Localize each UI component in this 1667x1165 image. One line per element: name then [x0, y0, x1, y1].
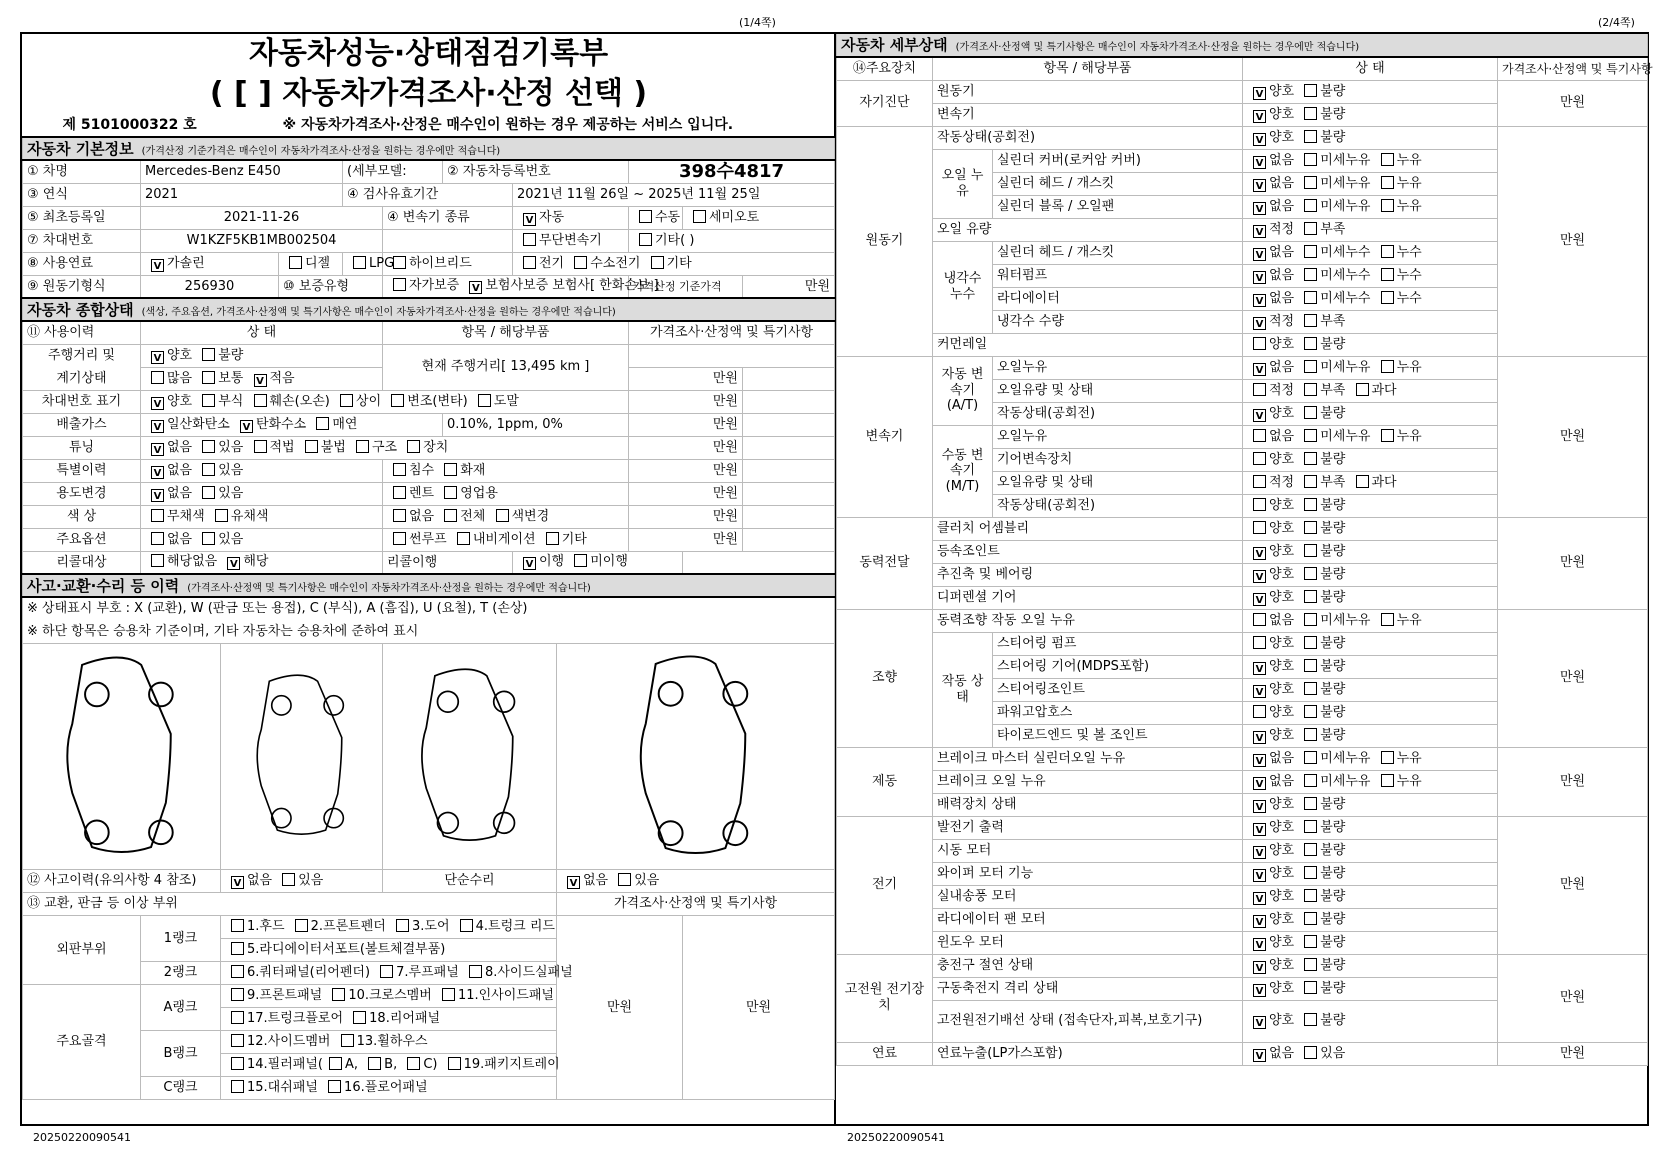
item: 파워고압호스 [993, 701, 1243, 724]
group-transmission: 변속기 [837, 356, 933, 517]
price-transmission: 만원 [1498, 356, 1648, 517]
sub-operating-state: 작동 상태 [933, 632, 993, 747]
label-year: ③ 연식 [23, 183, 141, 206]
engine-type: 256930 [141, 275, 279, 298]
options-items[interactable]: 썬루프 내비게이션 기타 [383, 528, 629, 551]
footer-left: 20250220090541 [33, 1131, 131, 1144]
label-mileage: 주행거리 및 [23, 344, 141, 367]
fuel-diesel[interactable]: 디젤 [279, 252, 343, 275]
diagram-top [221, 643, 383, 870]
left-table [22, 34, 835, 1100]
label-emission: 배출가스 [23, 413, 141, 436]
item: 구동축전지 격리 상태 [933, 977, 1243, 1000]
group-high-voltage: 고전원 전기장치 [837, 954, 933, 1042]
item: 스티어링 펌프 [993, 632, 1243, 655]
status[interactable]: 양호 불량 [1243, 632, 1498, 655]
label-options: 주요옵션 [23, 528, 141, 551]
group-self-diag: 자기진단 [837, 80, 933, 126]
trans-auto[interactable]: V 자동 [513, 206, 629, 229]
first-reg-date: 2021-11-26 [141, 206, 383, 229]
group-electric: 전기 [837, 816, 933, 954]
price-high-voltage: 만원 [1498, 954, 1648, 1042]
label-reg-number: ② 자동차등록번호 [443, 160, 629, 183]
price-fuel: 만원 [1498, 1042, 1648, 1065]
item: 냉각수 수량 [993, 310, 1243, 333]
parts-rank1-b[interactable]: 5.라디에이터서포트(볼트체결부품) [221, 939, 557, 962]
label-fuel: ⑧ 사용연료 [23, 252, 141, 275]
status[interactable]: 양호 불량 [1243, 494, 1498, 517]
unit: 만원 [629, 528, 743, 551]
item: 오일누유 [993, 356, 1243, 379]
use-change-status[interactable]: V 없음 있음 [141, 482, 383, 505]
options-status[interactable]: 없음 있음 [141, 528, 383, 551]
label-rank1: 1랭크 [141, 916, 221, 962]
cert-number: 제 5101000322 호 [62, 116, 197, 133]
status[interactable]: V 양호 불량 [1243, 839, 1498, 862]
mileage-price [629, 344, 835, 367]
item: 작동상태(공회전) [933, 126, 1243, 149]
item: 발전기 출력 [933, 816, 1243, 839]
page-number-left: (1/4쪽) [739, 16, 776, 29]
status[interactable]: V 적정 부족 [1243, 310, 1498, 333]
col-price: 가격조사·산정액 및 특기사항 [629, 321, 835, 344]
item: 동력조향 작동 오일 누유 [933, 609, 1243, 632]
footer-right: 20250220090541 [847, 1131, 945, 1144]
item: 충전구 절연 상태 [933, 954, 1243, 977]
label-inspection-validity: ④ 검사유효기간 [343, 183, 513, 206]
trans-semi[interactable]: 세미오토 [683, 206, 835, 229]
special-history-status[interactable]: V 없음 있음 [141, 459, 383, 482]
unit: 만원 [629, 505, 743, 528]
label-simple-repair: 단순수리 [383, 870, 557, 893]
label-warranty: ⑩ 보증유형 [279, 275, 383, 298]
emission-check[interactable]: V 일산화탄소 V 탄화수소 매연 [141, 413, 443, 436]
label-mileage-2: 계기상태 [23, 367, 141, 390]
symbol-note: ※ 상태표시 부호 : X (교환), W (판금 또는 용접), C (부식), A (흠집), U (요철), T (손상) [23, 597, 835, 620]
parts-rank2[interactable]: 6.쿼터패널(리어펜더) 7.루프패널 8.사이드실패널 [221, 962, 557, 985]
label-base-price: 가격산정 기준가격 [629, 275, 743, 298]
parts-rank-c[interactable]: 15.대쉬패널 16.플로어패널 [221, 1077, 557, 1100]
item: 시동 모터 [933, 839, 1243, 862]
parts-rank-a-2[interactable]: 17.트렁크플로어 18.리어패널 [221, 1008, 557, 1031]
section-basic-info: 자동차 기본정보 (가격산정 기준가격은 매수인이 자동차가격조사·산정을 원하는 경우에만 적습니다) [23, 137, 835, 160]
emission-values: 0.10%, 1ppm, 0% [443, 413, 629, 436]
fuel-electric-etc[interactable]: 전기 수소전기 기타 [513, 252, 835, 275]
right-page [836, 34, 1653, 1066]
unit: 만원 [629, 390, 743, 413]
status[interactable]: V 없음 미세누유 누유 [1243, 172, 1498, 195]
use-change-items[interactable]: 렌트 영업용 [383, 482, 629, 505]
status[interactable]: V 없음 미세누수 누수 [1243, 241, 1498, 264]
status[interactable]: V 양호 불량 [1243, 931, 1498, 954]
item: 스티어링조인트 [993, 678, 1243, 701]
col-status: 상 태 [141, 321, 383, 344]
status[interactable]: 양호 불량 [1243, 517, 1498, 540]
item: 실린더 블록 / 오일팬 [993, 195, 1243, 218]
current-mileage: 현재 주행거리[ 13,495 km ] [383, 344, 629, 390]
page-number-right: (2/4쪽) [1598, 16, 1635, 29]
parts-price-1: 만원 [557, 916, 683, 1100]
label-recall-done: 리콜이행 [383, 551, 513, 574]
col-item-part: 항목 / 해당부품 [933, 57, 1243, 80]
sub-manual-trans: 수동 변속기 (M/T) [933, 425, 993, 517]
status[interactable]: V 없음 미세누유 누유 [1243, 356, 1498, 379]
status[interactable]: 없음 미세누유 누유 [1243, 609, 1498, 632]
unit: 만원 [629, 413, 743, 436]
status[interactable]: 적정 부족 과다 [1243, 471, 1498, 494]
label-rank-a: A랭크 [141, 985, 221, 1031]
cert-notice: ※ 자동차가격조사·산정은 매수인이 원하는 경우 제공하는 서비스 입니다. [282, 116, 734, 133]
year: 2021 [141, 183, 343, 206]
price-self-diag: 만원 [1498, 80, 1648, 126]
item: 추진축 및 베어링 [933, 563, 1243, 586]
item: 작동상태(공회전) [993, 402, 1243, 425]
item: 오일유량 및 상태 [993, 379, 1243, 402]
label-parts-exchange: ⑬ 교환, 판금 등 이상 부위 [23, 893, 557, 916]
car-left-side-icon [23, 644, 220, 865]
special-history-items[interactable]: 침수 화재 [383, 459, 629, 482]
item: 오일 유량 [933, 218, 1243, 241]
label-use-change: 용도변경 [23, 482, 141, 505]
status[interactable]: 양호 불량 [1243, 701, 1498, 724]
status[interactable]: V 없음 미세누수 누수 [1243, 264, 1498, 287]
label-outer-panel: 외판부위 [23, 916, 141, 985]
item: 실린더 헤드 / 개스킷 [993, 241, 1243, 264]
status[interactable]: V 없음 미세누유 누유 [1243, 195, 1498, 218]
status[interactable]: V 양호 불량 [1243, 540, 1498, 563]
parts-price-2: 만원 [683, 916, 835, 1100]
car-top-icon [221, 644, 382, 865]
item: 등속조인트 [933, 540, 1243, 563]
right-table [836, 34, 1653, 1066]
status[interactable]: V 없음 미세누유 누유 [1243, 770, 1498, 793]
item: 연료누출(LP가스포함) [933, 1042, 1243, 1065]
parts-rank-a-1[interactable]: 9.프론트패널 10.크로스멤버 11.인사이드패널 [221, 985, 557, 1008]
status[interactable]: V 양호 불량 [1243, 816, 1498, 839]
item: 기어변속장치 [993, 448, 1243, 471]
parts-rank-b-1[interactable]: 12.사이드멤버 13.휠하우스 [221, 1031, 557, 1054]
status[interactable]: V 양호 불량 [1243, 885, 1498, 908]
left-page [22, 34, 834, 1100]
status[interactable]: V 양호 불량 [1243, 586, 1498, 609]
status[interactable]: V 양호 불량 [1243, 563, 1498, 586]
group-drivetrain: 동력전달 [837, 517, 933, 609]
status[interactable]: V 양호 불량 [1243, 724, 1498, 747]
label-special-history: 특별이력 [23, 459, 141, 482]
car-right-side-icon [557, 644, 834, 865]
empty [383, 229, 513, 252]
status[interactable]: V 양호 불량 [1243, 793, 1498, 816]
item: 스티어링 기어(MDPS포함) [993, 655, 1243, 678]
col-status: 상 태 [1243, 57, 1498, 80]
label-engine-type: ⑨ 원동기형식 [23, 275, 141, 298]
car-name: Mercedes-Benz E450 [141, 160, 343, 183]
trans-cvt[interactable]: 무단변속기 [513, 229, 629, 252]
item: 타이로드엔드 및 볼 조인트 [993, 724, 1243, 747]
recall-done-status[interactable]: V 이행 미이행 [513, 551, 683, 574]
parts-rank-b-2[interactable]: 14.필러패널( A, B, C) 19.패키지트레이 [221, 1054, 557, 1077]
form-title: 자동차성능·상태점검기록부 [248, 36, 609, 71]
label-color: 색 상 [23, 505, 141, 528]
passenger-note: ※ 하단 항목은 승용차 기준이며, 기타 자동차는 승용차에 준하여 표시 [23, 620, 835, 643]
section-detail: 자동차 세부상태 (가격조사·산정액 및 특기사항은 매수인이 자동차가격조사·산정을 원하는 경우에만 적습니다) [837, 34, 1648, 57]
status[interactable]: V 양호 불량 [1243, 954, 1498, 977]
group-steering: 조향 [837, 609, 933, 747]
fuel-hybrid[interactable]: 하이브리드 [383, 252, 513, 275]
reg-number: 398수4817 [629, 160, 835, 183]
col-item: 항목 / 해당부품 [383, 321, 629, 344]
label-parts-price: 가격조사·산정액 및 특기사항 [557, 893, 835, 916]
trans-manual[interactable]: 수동 [629, 206, 683, 229]
vin: W1KZF5KB1MB002504 [141, 229, 383, 252]
vin-mark-status[interactable]: V 양호 부식 훼손(오손) 상이 변조(변타) 도말 [141, 390, 629, 413]
sub-auto-trans: 자동 변속기 (A/T) [933, 356, 993, 425]
status[interactable]: 없음 미세누유 누유 [1243, 425, 1498, 448]
unit: 만원 [629, 367, 743, 390]
item: 오일누유 [993, 425, 1243, 448]
item: 고전원전기배선 상태 (접속단자,피복,보호기구) [933, 1000, 1243, 1042]
label-rank-b: B랭크 [141, 1031, 221, 1077]
item: 와이퍼 모터 기능 [933, 862, 1243, 885]
label-vin-mark: 차대번호 표기 [23, 390, 141, 413]
warranty-type[interactable]: 자가보증 V 보험사보증 보험사[ 한화손보 ] [383, 275, 629, 298]
status[interactable]: V 양호 불량 [1243, 402, 1498, 425]
status[interactable]: V 양호 불량 [1243, 103, 1498, 126]
status[interactable]: V 양호 불량 [1243, 80, 1498, 103]
item: 원동기 [933, 80, 1243, 103]
fuel-lpg[interactable]: LPG [343, 252, 383, 275]
label-rank2: 2랭크 [141, 962, 221, 985]
status[interactable]: V 없음 미세누수 누수 [1243, 287, 1498, 310]
status[interactable]: V 양호 불량 [1243, 126, 1498, 149]
item: 배력장치 상태 [933, 793, 1243, 816]
diagram-left-side [23, 643, 221, 870]
trans-other[interactable]: 기타( ) [629, 229, 835, 252]
label-transmission: ④ 변속기 종류 [383, 206, 513, 229]
mileage-status[interactable]: V 양호 불량 [141, 344, 383, 367]
item: 디퍼렌셜 기어 [933, 586, 1243, 609]
label-recall: 리콜대상 [23, 551, 141, 574]
sub-coolant-leak: 냉각수 누수 [933, 241, 993, 333]
status[interactable]: 양호 불량 [1243, 333, 1498, 356]
item: 라디에이터 팬 모터 [933, 908, 1243, 931]
status[interactable]: V 양호 불량 [1243, 1000, 1498, 1042]
item: 실내송풍 모터 [933, 885, 1243, 908]
item: 오일유량 및 상태 [993, 471, 1243, 494]
form-subtitle: ( [ ] 자동차가격조사·산정 선택 ) [209, 76, 648, 111]
accident-status[interactable]: V 없음 있음 [221, 870, 383, 893]
diagram-right-side [557, 643, 835, 870]
col-price: 가격조사·산정액 및 특기사항 [1498, 57, 1648, 80]
unit: 만원 [629, 459, 743, 482]
inspection-validity: 2021년 11월 26일 ~ 2025년 11월 25일 [513, 183, 835, 206]
section-overall: 자동차 종합상태 (색상, 주요옵션, 가격조사·산정액 및 특기사항은 매수인이 자동차가격조사·산정을 원하는 경우에만 적습니다) [23, 298, 835, 321]
base-price-unit: 만원 [743, 275, 835, 298]
item: 변속기 [933, 103, 1243, 126]
price-steering: 만원 [1498, 609, 1648, 747]
status[interactable]: V 양호 불량 [1243, 862, 1498, 885]
status[interactable]: V 없음 있음 [1243, 1042, 1498, 1065]
tuning-status[interactable]: V 없음 있음 적법 불법 구조 장치 [141, 436, 629, 459]
col-main-device: ⑭주요장치 [837, 57, 933, 80]
item: 브레이크 마스터 실린더오일 누유 [933, 747, 1243, 770]
unit: 만원 [629, 436, 743, 459]
parts-rank1-a[interactable]: 1.후드 2.프론트펜더 3.도어 4.트렁크 리드 [221, 916, 557, 939]
item: 클러치 어셈블리 [933, 517, 1243, 540]
group-brake: 제동 [837, 747, 933, 816]
label-rank-c: C랭크 [141, 1077, 221, 1100]
group-fuel: 연료 [837, 1042, 933, 1065]
color-type[interactable]: 무채색 유채색 [141, 505, 383, 528]
item: 실린더 커버(로커암 커버) [993, 149, 1243, 172]
label-detail-model: (세부모델: [343, 160, 443, 183]
status[interactable]: V 양호 불량 [1243, 908, 1498, 931]
label-main-frame: 주요골격 [23, 985, 141, 1100]
label-tuning: 튜닝 [23, 436, 141, 459]
status[interactable]: V 양호 불량 [1243, 655, 1498, 678]
item: 윈도우 모터 [933, 931, 1243, 954]
status[interactable]: V 적정 부족 [1243, 218, 1498, 241]
price-engine: 만원 [1498, 126, 1648, 356]
label-vin: ⑦ 차대번호 [23, 229, 141, 252]
simple-repair-status[interactable]: V 없음 있음 [557, 870, 835, 893]
price-drivetrain: 만원 [1498, 517, 1648, 609]
color-change[interactable]: 없음 전체 색변경 [383, 505, 629, 528]
item: 커먼레일 [933, 333, 1243, 356]
unit: 만원 [629, 482, 743, 505]
status[interactable]: V 없음 미세누유 누유 [1243, 149, 1498, 172]
item: 작동상태(공회전) [993, 494, 1243, 517]
item: 실린더 헤드 / 개스킷 [993, 172, 1243, 195]
item: 브레이크 오일 누유 [933, 770, 1243, 793]
item: 라디에이터 [993, 287, 1243, 310]
mileage-level[interactable]: 많음 보통 V 적음 [141, 367, 383, 390]
diagram-underside [383, 643, 557, 870]
label-car-name: ① 차명 [23, 160, 141, 183]
label-first-reg: ⑤ 최초등록일 [23, 206, 141, 229]
recall-status[interactable]: 해당없음 V 해당 [141, 551, 383, 574]
sub-oil-leak: 오일 누유 [933, 149, 993, 218]
price-electric: 만원 [1498, 816, 1648, 954]
status[interactable]: 양호 불량 [1243, 448, 1498, 471]
item: 워터펌프 [993, 264, 1243, 287]
price-brake: 만원 [1498, 747, 1648, 816]
status[interactable]: 적정 부족 과다 [1243, 379, 1498, 402]
status[interactable]: V 없음 미세누유 누유 [1243, 747, 1498, 770]
status[interactable]: V 양호 불량 [1243, 678, 1498, 701]
status[interactable]: V 양호 불량 [1243, 977, 1498, 1000]
label-accident-history: ⑫ 사고이력(유의사항 4 참조) [23, 870, 221, 893]
fuel-gasoline[interactable]: V 가솔린 [141, 252, 279, 275]
group-engine: 원동기 [837, 126, 933, 356]
car-underside-icon [383, 644, 556, 865]
label-usage-history: ⑪ 사용이력 [23, 321, 141, 344]
section-accident: 사고·교환·수리 등 이력 (가격조사·산정액 및 특기사항은 매수인이 자동차가격조사·산정을 원하는 경우에만 적습니다) [23, 574, 835, 597]
